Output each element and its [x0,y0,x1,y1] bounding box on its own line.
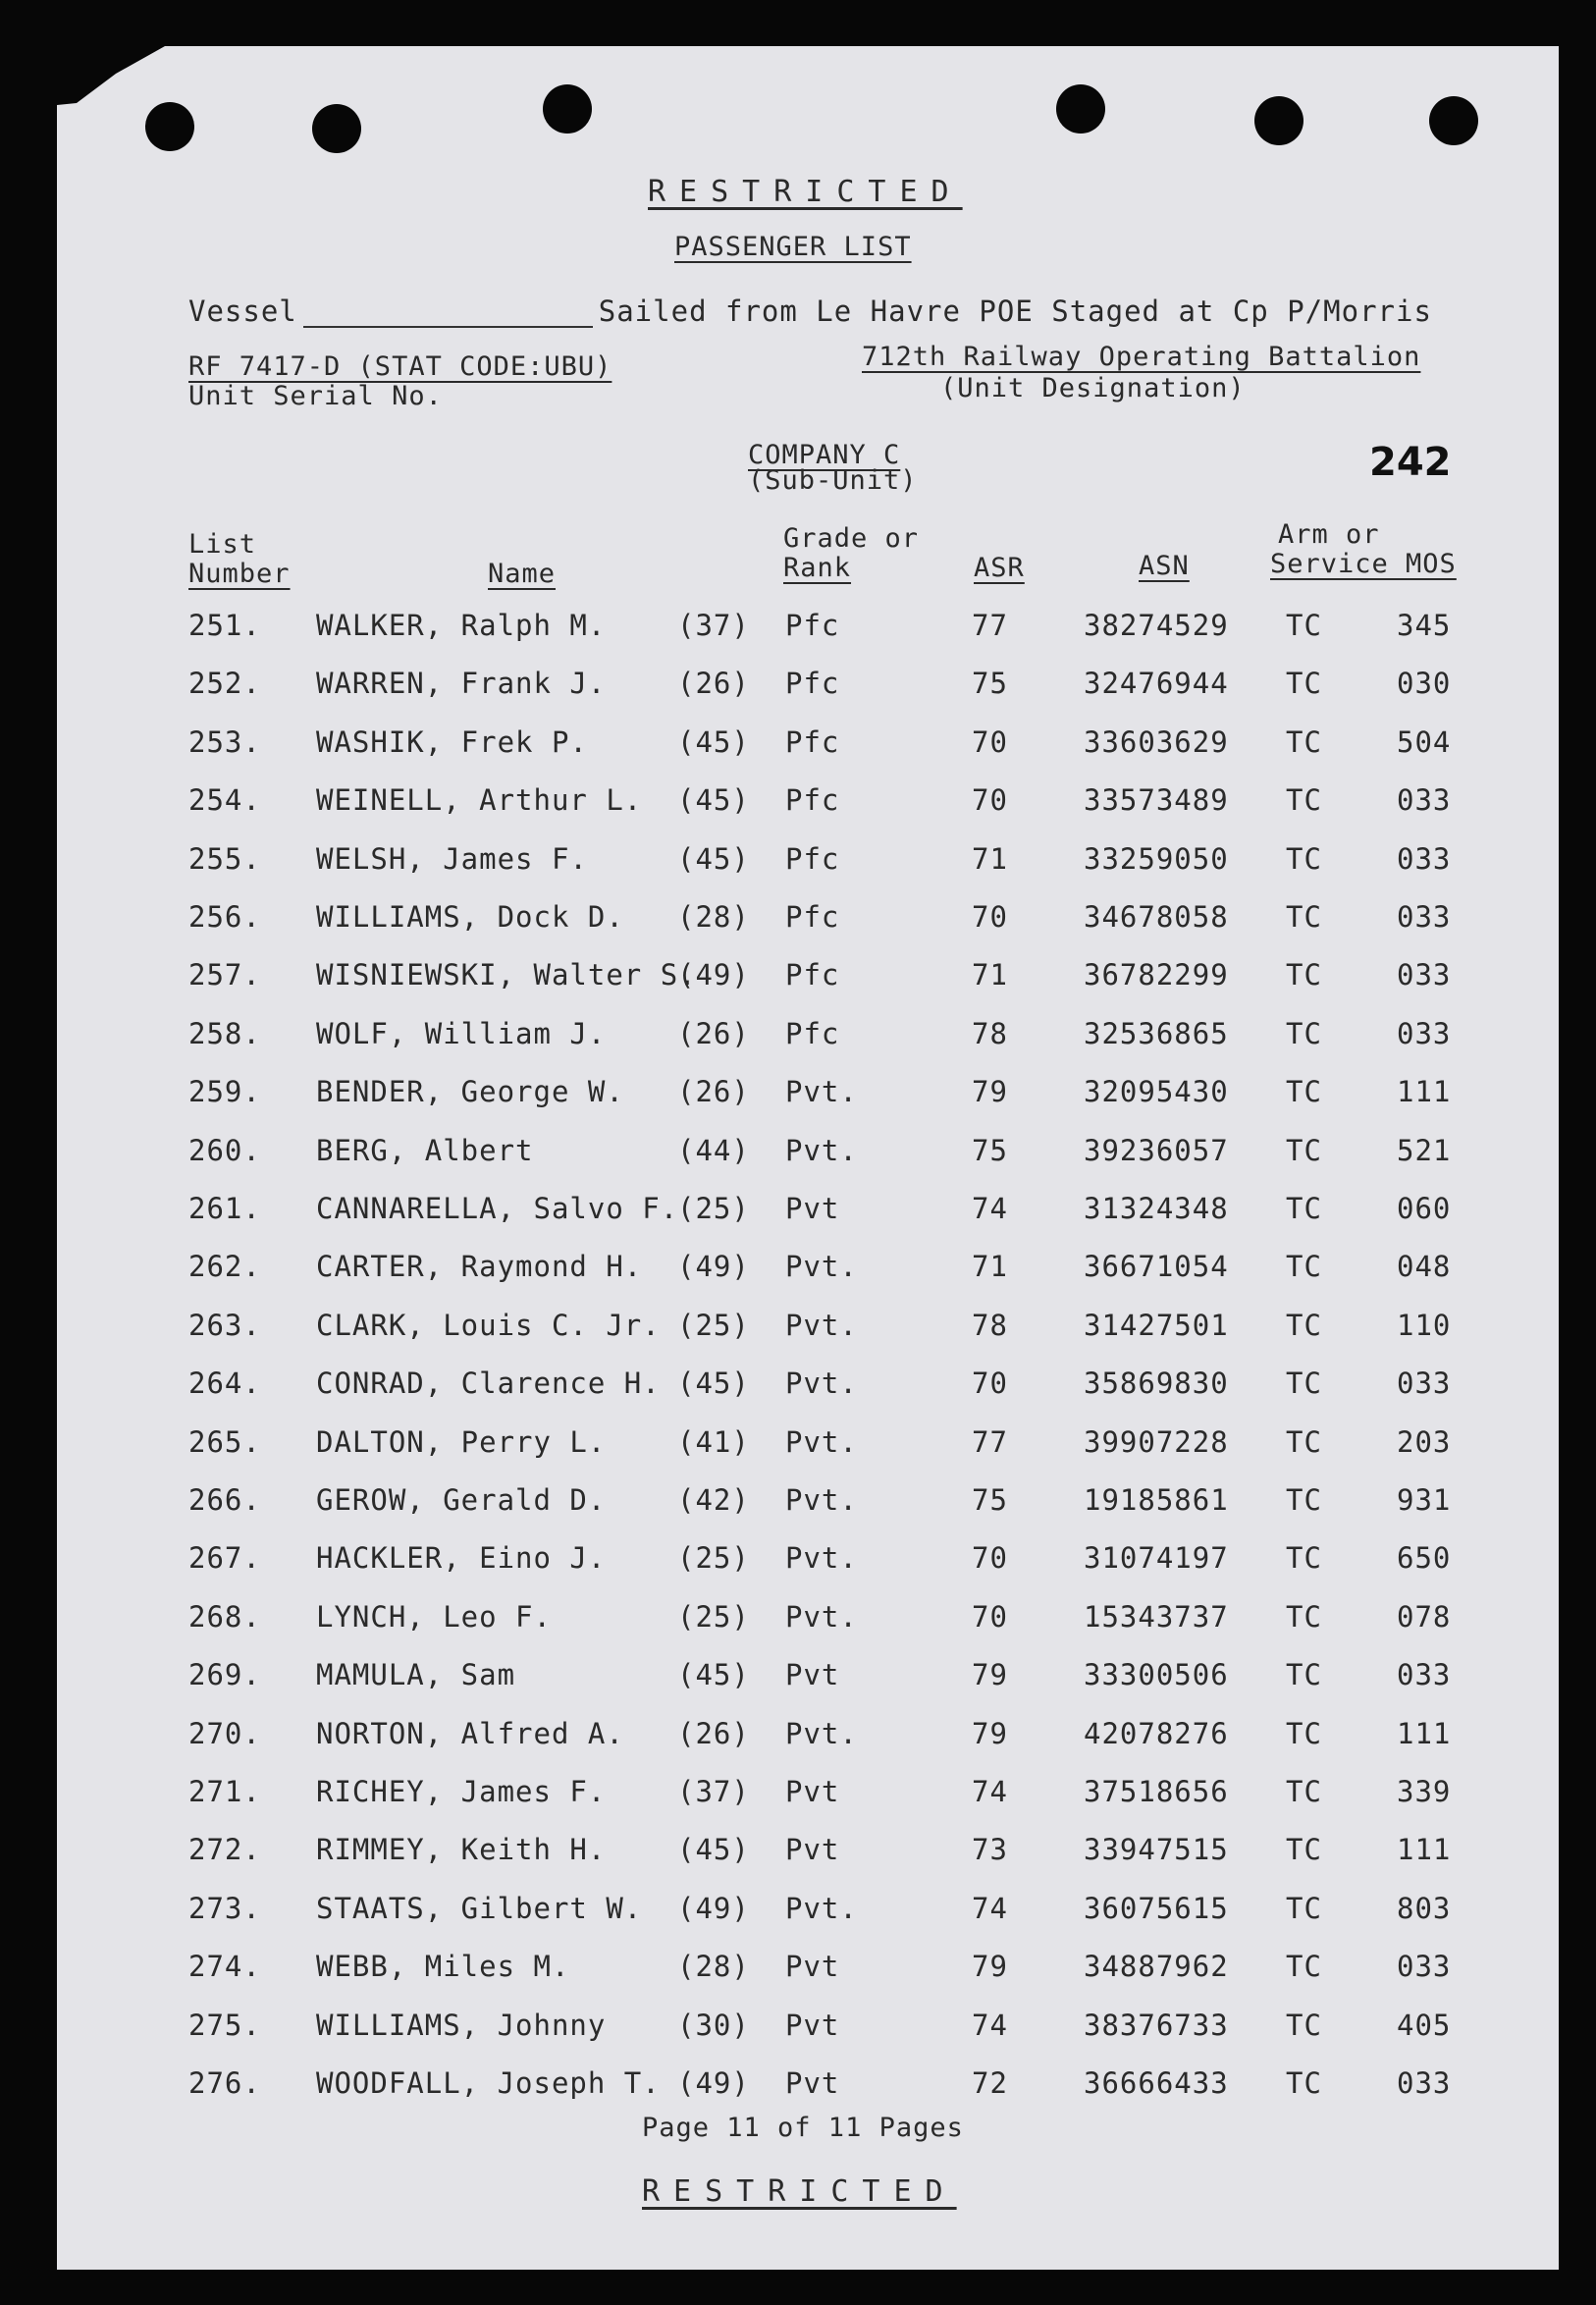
cell-age: (28) [677,1950,750,1984]
cell-age: (26) [677,1016,750,1050]
col-header-asn: ASN [1139,551,1190,581]
cell-arm: TC [1286,1483,1322,1517]
table-row [0,1600,1596,1639]
cell-name: WASHIK, Frek P. [316,724,588,759]
cell-grade: Pvt. [785,1133,858,1167]
cell-num: 255. [188,841,261,876]
cell-name: CLARK, Louis C. Jr. [316,1308,661,1342]
cell-asn: 39236057 [1084,1133,1229,1167]
table-row [0,1892,1596,1931]
cell-grade: Pvt [785,1833,840,1867]
cell-mos: 110 [1397,1308,1452,1342]
cell-age: (30) [677,2008,750,2042]
cell-asn: 33947515 [1084,1833,1229,1867]
cell-asr: 70 [972,724,1008,759]
cell-name: WELSH, James F. [316,841,588,876]
cell-asn: 35869830 [1084,1367,1229,1401]
punch-hole [1254,96,1303,145]
cell-arm: TC [1286,1016,1322,1050]
cell-mos: 504 [1397,724,1452,759]
cell-mos: 111 [1397,1075,1452,1109]
cell-asr: 79 [972,1075,1008,1109]
cell-age: (45) [677,783,750,818]
punch-hole [145,102,194,151]
punch-hole [1429,96,1478,145]
cell-arm: TC [1286,958,1322,992]
cell-asr: 74 [972,2008,1008,2042]
cell-mos: 650 [1397,1541,1452,1576]
cell-grade: Pfc [785,958,840,992]
cell-name: GEROW, Gerald D. [316,1483,607,1517]
table-row [0,725,1596,765]
cell-arm: TC [1286,1075,1322,1109]
cell-grade: Pvt [785,1192,840,1225]
col-header-arm-service-mos [1270,520,1457,579]
cell-asn: 32476944 [1084,667,1229,701]
table-row [0,609,1596,648]
cell-grade: Pvt. [785,1483,858,1517]
cell-arm: TC [1286,1950,1322,1984]
cell-num: 265. [188,1424,261,1459]
cell-num: 273. [188,1891,261,1925]
cell-age: (26) [677,1716,750,1750]
unit-designation-caption: (Unit Designation) [940,373,1246,403]
cell-grade: Pvt [785,2066,840,2100]
cell-mos: 033 [1397,1658,1452,1692]
cell-arm: TC [1286,1833,1322,1867]
cell-arm: TC [1286,2066,1322,2100]
cell-asn: 31324348 [1084,1192,1229,1225]
cell-asr: 70 [972,900,1008,934]
unit-serial-caption: Unit Serial No. [188,381,443,411]
cell-arm: TC [1286,609,1322,642]
vessel-blank [303,300,593,328]
vessel-line [188,295,1432,328]
cell-asr: 79 [972,1716,1008,1750]
table-row [0,1775,1596,1814]
cell-num: 268. [188,1599,261,1634]
cell-num: 261. [188,1192,261,1225]
cell-name: CANNARELLA, Salvo F. [316,1192,679,1225]
col-header-grade [783,524,919,583]
cell-arm: TC [1286,783,1322,818]
page-count: Page 11 of 11 Pages [642,2113,964,2143]
cell-name: RIMMEY, Keith H. [316,1833,607,1867]
col-header-arm-line1: Arm or [1278,519,1380,550]
page-stamp: 242 [1369,440,1452,485]
cell-name: BERG, Albert [316,1133,534,1167]
cell-asn: 38274529 [1084,609,1229,642]
cell-grade: Pvt. [785,1250,858,1284]
cell-asr: 75 [972,1483,1008,1517]
cell-asn: 39907228 [1084,1424,1229,1459]
cell-age: (42) [677,1483,750,1517]
cell-age: (28) [677,900,750,934]
cell-age: (45) [677,1833,750,1867]
cell-age: (49) [677,1250,750,1284]
cell-asn: 34678058 [1084,900,1229,934]
cell-asn: 36671054 [1084,1250,1229,1284]
cell-asr: 74 [972,1775,1008,1808]
cell-num: 271. [188,1775,261,1808]
cell-arm: TC [1286,1424,1322,1459]
cell-arm: TC [1286,2008,1322,2042]
cell-name: WEBB, Miles M. [316,1950,570,1984]
cell-arm: TC [1286,1891,1322,1925]
cell-asn: 33573489 [1084,783,1229,818]
cell-mos: 033 [1397,1016,1452,1050]
col-header-list-number-line2: Number [188,559,291,589]
cell-name: WOLF, William J. [316,1016,607,1050]
cell-name: MAMULA, Sam [316,1658,516,1692]
cell-asn: 33300506 [1084,1658,1229,1692]
table-row [0,1658,1596,1697]
table-row [0,1367,1596,1406]
cell-asr: 74 [972,1192,1008,1225]
cell-asr: 77 [972,1424,1008,1459]
cell-asr: 70 [972,1599,1008,1634]
cell-grade: Pfc [785,724,840,759]
classification-header: RESTRICTED [648,175,963,209]
cell-num: 269. [188,1658,261,1692]
cell-name: HACKLER, Eino J. [316,1541,607,1576]
cell-num: 254. [188,783,261,818]
cell-asr: 71 [972,841,1008,876]
cell-num: 263. [188,1308,261,1342]
table-row [0,1425,1596,1465]
cell-grade: Pfc [785,1016,840,1050]
cell-grade: Pvt. [785,1716,858,1750]
table-row [0,1541,1596,1581]
table-row [0,1017,1596,1056]
cell-num: 276. [188,2066,261,2100]
cell-grade: Pvt. [785,1541,858,1576]
cell-name: LYNCH, Leo F. [316,1599,552,1634]
cell-asr: 73 [972,1833,1008,1867]
table-row [0,1717,1596,1756]
cell-num: 270. [188,1716,261,1750]
cell-num: 275. [188,2008,261,2042]
cell-arm: TC [1286,1716,1322,1750]
cell-asn: 33603629 [1084,724,1229,759]
cell-grade: Pfc [785,841,840,876]
cell-mos: 803 [1397,1891,1452,1925]
cell-mos: 033 [1397,900,1452,934]
table-row [0,1134,1596,1173]
cell-asn: 31074197 [1084,1541,1229,1576]
cell-age: (45) [677,1658,750,1692]
cell-arm: TC [1286,1192,1322,1225]
cell-mos: 048 [1397,1250,1452,1284]
cell-grade: Pvt. [785,1075,858,1109]
cell-asn: 32536865 [1084,1016,1229,1050]
cell-arm: TC [1286,900,1322,934]
table-row [0,1250,1596,1289]
cell-asn: 38376733 [1084,2008,1229,2042]
cell-mos: 060 [1397,1192,1452,1225]
cell-age: (49) [677,958,750,992]
cell-grade: Pvt [785,1950,840,1984]
cell-mos: 033 [1397,1367,1452,1401]
cell-arm: TC [1286,667,1322,701]
cell-grade: Pvt [785,2008,840,2042]
table-row [0,783,1596,823]
cell-grade: Pfc [785,667,840,701]
cell-mos: 033 [1397,783,1452,818]
cell-name: CONRAD, Clarence H. [316,1367,661,1401]
cell-asr: 78 [972,1308,1008,1342]
cell-asn: 34887962 [1084,1950,1229,1984]
cell-age: (37) [677,609,750,642]
cell-num: 272. [188,1833,261,1867]
cell-num: 262. [188,1250,261,1284]
punch-hole [1056,84,1105,134]
cell-asn: 36782299 [1084,958,1229,992]
cell-asn: 42078276 [1084,1716,1229,1750]
cell-age: (45) [677,724,750,759]
cell-asr: 70 [972,1367,1008,1401]
cell-age: (45) [677,1367,750,1401]
cell-asn: 31427501 [1084,1308,1229,1342]
cell-name: WALKER, Ralph M. [316,609,607,642]
cell-age: (44) [677,1133,750,1167]
cell-asn: 37518656 [1084,1775,1229,1808]
cell-grade: Pfc [785,609,840,642]
cell-asr: 79 [972,1658,1008,1692]
table-row [0,1192,1596,1231]
cell-age: (45) [677,841,750,876]
cell-num: 257. [188,958,261,992]
cell-age: (37) [677,1775,750,1808]
vessel-label: Vessel [188,295,297,328]
cell-mos: 111 [1397,1716,1452,1750]
col-header-list-number-line1: List [188,529,257,560]
cell-mos: 405 [1397,2008,1452,2042]
cell-asn: 36666433 [1084,2066,1229,2100]
table-row [0,667,1596,706]
cell-asr: 70 [972,1541,1008,1576]
cell-num: 260. [188,1133,261,1167]
cell-arm: TC [1286,1658,1322,1692]
cell-name: WISNIEWSKI, Walter S. [316,958,697,992]
cell-mos: 033 [1397,958,1452,992]
table-row [0,900,1596,939]
table-row [0,1833,1596,1872]
unit-designation-value: 712th Railway Operating Battalion [862,342,1421,372]
cell-asr: 70 [972,783,1008,818]
cell-grade: Pvt. [785,1424,858,1459]
cell-age: (41) [677,1424,750,1459]
cell-age: (26) [677,667,750,701]
col-header-grade-line1: Grade or [783,523,920,554]
cell-asn: 32095430 [1084,1075,1229,1109]
cell-mos: 339 [1397,1775,1452,1808]
cell-arm: TC [1286,841,1322,876]
cell-arm: TC [1286,1308,1322,1342]
cell-mos: 033 [1397,2066,1452,2100]
cell-grade: Pvt [785,1658,840,1692]
punch-hole [312,104,361,153]
cell-age: (26) [677,1075,750,1109]
cell-name: WOODFALL, Joseph T. [316,2066,661,2100]
cell-name: CARTER, Raymond H. [316,1250,643,1284]
cell-num: 266. [188,1483,261,1517]
table-row [0,1950,1596,1989]
cell-asr: 71 [972,958,1008,992]
cell-asn: 36075615 [1084,1891,1229,1925]
cell-name: BENDER, George W. [316,1075,624,1109]
cell-grade: Pvt [785,1775,840,1808]
col-header-list-number [188,530,291,589]
cell-asr: 74 [972,1891,1008,1925]
cell-asr: 78 [972,1016,1008,1050]
document-title: PASSENGER LIST [674,232,912,262]
cell-num: 264. [188,1367,261,1401]
cell-arm: TC [1286,1599,1322,1634]
cell-age: (25) [677,1541,750,1576]
cell-mos: 030 [1397,667,1452,701]
table-row [0,2066,1596,2106]
cell-asr: 71 [972,1250,1008,1284]
cell-mos: 345 [1397,609,1452,642]
cell-mos: 931 [1397,1483,1452,1517]
cell-arm: TC [1286,1250,1322,1284]
cell-mos: 521 [1397,1133,1452,1167]
cell-asr: 75 [972,1133,1008,1167]
cell-mos: 203 [1397,1424,1452,1459]
table-row [0,1483,1596,1523]
cell-mos: 033 [1397,841,1452,876]
col-header-arm-line2: Service MOS [1270,549,1457,579]
cell-grade: Pvt. [785,1308,858,1342]
cell-name: RICHEY, James F. [316,1775,607,1808]
cell-asn: 19185861 [1084,1483,1229,1517]
cell-asr: 75 [972,667,1008,701]
cell-age: (25) [677,1599,750,1634]
cell-age: (49) [677,1891,750,1925]
cell-num: 267. [188,1541,261,1576]
col-header-name: Name [488,559,557,589]
cell-asr: 77 [972,609,1008,642]
cell-num: 253. [188,724,261,759]
cell-name: WILLIAMS, Johnny [316,2008,607,2042]
cell-name: STAATS, Gilbert W. [316,1891,643,1925]
cell-arm: TC [1286,1133,1322,1167]
cell-age: (25) [677,1192,750,1225]
cell-arm: TC [1286,1775,1322,1808]
cell-mos: 033 [1397,1950,1452,1984]
table-row [0,1309,1596,1348]
cell-arm: TC [1286,1367,1322,1401]
cell-num: 259. [188,1075,261,1109]
cell-asr: 79 [972,1950,1008,1984]
cell-asn: 15343737 [1084,1599,1229,1634]
col-header-asr: ASR [974,553,1025,583]
cell-mos: 111 [1397,1833,1452,1867]
cell-mos: 078 [1397,1599,1452,1634]
cell-arm: TC [1286,1541,1322,1576]
cell-num: 256. [188,900,261,934]
cell-age: (49) [677,2066,750,2100]
cell-arm: TC [1286,724,1322,759]
cell-grade: Pfc [785,900,840,934]
unit-serial-value: RF 7417-D (STAT CODE:UBU) [188,351,612,382]
cell-num: 274. [188,1950,261,1984]
cell-asn: 33259050 [1084,841,1229,876]
cell-grade: Pvt. [785,1599,858,1634]
table-row [0,958,1596,997]
cell-grade: Pvt. [785,1367,858,1401]
cell-num: 252. [188,667,261,701]
cell-name: NORTON, Alfred A. [316,1716,624,1750]
col-header-grade-line2: Rank [783,553,852,583]
table-row [0,1075,1596,1114]
cell-grade: Pvt. [785,1891,858,1925]
cell-name: WEINELL, Arthur L. [316,783,643,818]
cell-name: WILLIAMS, Dock D. [316,900,624,934]
punch-hole [543,84,592,134]
cell-asr: 72 [972,2066,1008,2100]
sub-unit-value: COMPANY C [748,440,901,470]
classification-footer: RESTRICTED [642,2174,957,2209]
cell-num: 251. [188,609,261,642]
cell-name: DALTON, Perry L. [316,1424,607,1459]
table-row [0,842,1596,882]
sailed-text: Sailed from Le Havre POE Staged at Cp P/Morris [598,295,1432,328]
cell-grade: Pfc [785,783,840,818]
cell-name: WARREN, Frank J. [316,667,607,701]
cell-age: (25) [677,1308,750,1342]
sub-unit-caption: (Sub-Unit) [748,465,918,496]
cell-num: 258. [188,1016,261,1050]
table-row [0,2009,1596,2048]
